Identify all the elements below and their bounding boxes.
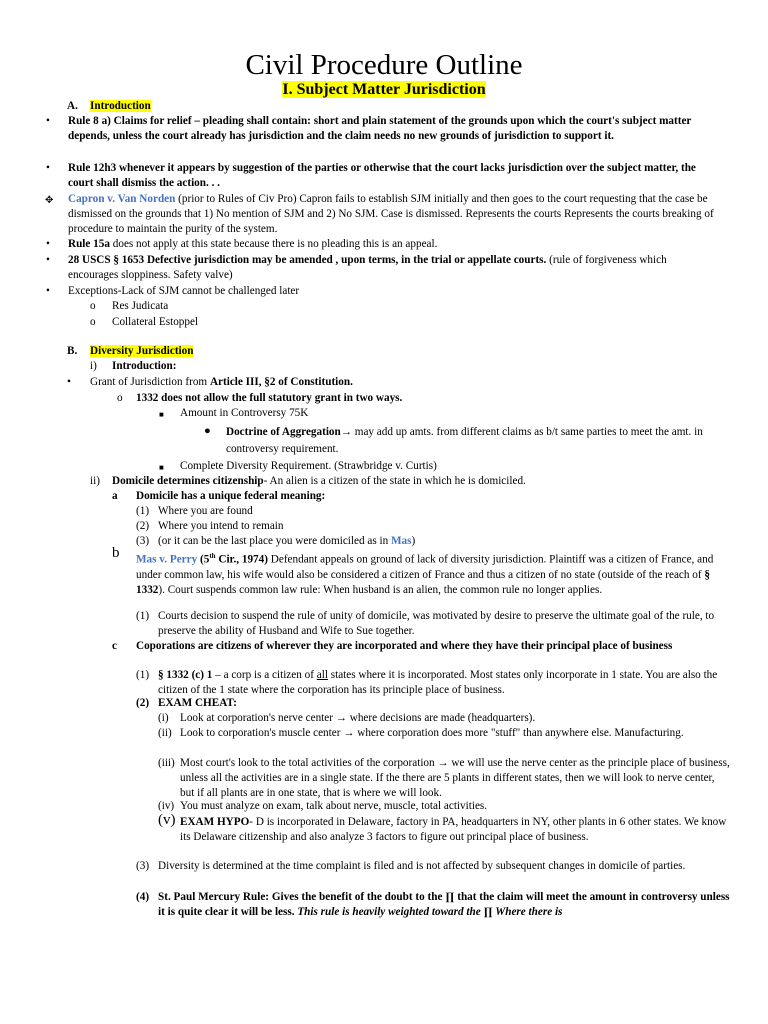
bullet-icon: • bbox=[46, 238, 50, 250]
item-number: (2) bbox=[136, 520, 150, 532]
circle-bullet-icon: o bbox=[90, 300, 96, 312]
capron-case-name: Capron v. Van Norden bbox=[68, 193, 176, 205]
item-number: (1) bbox=[136, 505, 150, 517]
domicile-citizenship-text: Domicile determines citizenship- An alien is a citizen of the state in which he is domiciled. bbox=[112, 475, 526, 487]
section-heading-text: I. Subject Matter Jurisdiction bbox=[282, 81, 486, 98]
bullet-icon: • bbox=[46, 115, 50, 127]
amount-in-controversy-text: Amount in Controversy 75K bbox=[180, 407, 309, 419]
diversity-introduction-label: Introduction: bbox=[112, 360, 177, 372]
section-1332-text: 1332 does not allow the full statutory grant in two ways. bbox=[136, 392, 403, 404]
item-number: (1) bbox=[136, 669, 150, 681]
res-judicata-text: Res Judicata bbox=[112, 300, 169, 312]
mas-v-perry-text: Mas v. Perry (5th Cir., 1974) Defendant appeals on ground of lack of diversity jurisdiction. Plaintiff was a citizen of France, and under common law, his wife would also be considered a citizen of France and thus a citizen of no state (outside of the reach of § 1332). Court suspends common law rule: When husband is an alien, the common rule no longer applies. bbox=[136, 552, 714, 596]
outline-marker-c-lower: c bbox=[112, 640, 117, 652]
last-domicile-text: (or it can be the last place you were domiciled as in Mas) bbox=[158, 535, 416, 547]
circle-bullet-icon: o bbox=[90, 316, 96, 328]
muscle-center-text: Look to corporation's muscle center → where corporation does more "stuff" than anywhere else. Manufacturing. bbox=[180, 727, 684, 739]
square-bullet-icon: ■ bbox=[159, 410, 164, 419]
grant-of-jurisdiction-text: Grant of Jurisdiction from Article III, §2 of Constitution. bbox=[90, 376, 353, 388]
square-bullet-icon: ■ bbox=[159, 463, 164, 472]
bullet-icon: • bbox=[46, 254, 50, 266]
st-paul-mercury-rule-text: St. Paul Mercury Rule: Gives the benefit of the doubt to the ∏ that the claim will meet the amount in controversy unless it is quite clear it will be less. This rule is heavily weighted toward the ∏ Where there is bbox=[158, 891, 730, 918]
item-number: (3) bbox=[136, 535, 150, 547]
rule-15a-text: Rule 15a does not apply at this state because there is no pleading this is an appeal. bbox=[68, 238, 438, 250]
item-number: (4) bbox=[136, 891, 150, 903]
exceptions-text: Exceptions-Lack of SJM cannot be challenged later bbox=[68, 285, 300, 297]
heading-diversity-jurisdiction: Diversity Jurisdiction bbox=[90, 345, 194, 357]
doctrine-of-aggregation-text: Doctrine of Aggregation→ may add up amts. from different claims as b/t same parties to meet the amt. in controversy requirement. bbox=[226, 426, 703, 455]
intend-to-remain-text: Where you intend to remain bbox=[158, 520, 284, 532]
circle-bullet-icon: o bbox=[117, 392, 123, 404]
diversity-time-text: Diversity is determined at the time complaint is filed and is not affected by subsequent changes in domicile of parties. bbox=[158, 860, 686, 872]
complete-diversity-text: Complete Diversity Requirement. (Strawbridge v. Curtis) bbox=[180, 460, 437, 472]
outline-marker-i: i) bbox=[90, 360, 97, 372]
uscs-1653-text: 28 USCS § 1653 Defective jurisdiction may be amended , upon terms, in the trial or appellate courts. (rule of forgiveness which encourages sloppiness. Safety valve) bbox=[68, 254, 667, 281]
item-number: (2) bbox=[136, 697, 150, 709]
roman-numeral: (i) bbox=[158, 712, 169, 724]
document-title: Civil Procedure Outline bbox=[245, 49, 523, 81]
roman-numeral: (iv) bbox=[158, 800, 175, 812]
exam-cheat-label: EXAM CHEAT: bbox=[158, 697, 237, 709]
outline-marker-a-lower: a bbox=[112, 490, 118, 502]
diamond-bullet-icon: ✥ bbox=[45, 195, 54, 206]
outline-marker-ii: ii) bbox=[90, 475, 100, 487]
corporations-citizenship-text: Coporations are citizens of wherever they are incorporated and where they have their principal place of business bbox=[136, 640, 673, 652]
roman-numeral: (iii) bbox=[158, 757, 175, 769]
bullet-icon: • bbox=[46, 162, 50, 174]
domicile-federal-meaning-text: Domicile has a unique federal meaning: bbox=[136, 490, 326, 502]
bullet-icon: • bbox=[46, 285, 50, 297]
outline-marker-a: A. bbox=[67, 100, 78, 112]
bullet-icon: ● bbox=[204, 425, 211, 437]
unity-of-domicile-text: Courts decision to suspend the rule of unity of domicile, was motivated by desire to preserve the ultimate goal of the rule, to preserve the ability of Husband and Wife to Sue together. bbox=[158, 610, 715, 637]
section-heading-subject-matter-jurisdiction bbox=[0, 80, 768, 100]
roman-numeral: (v) bbox=[158, 812, 176, 828]
nerve-center-text: Look at corporation's nerve center → where decisions are made (headquarters). bbox=[180, 712, 536, 724]
analyze-on-exam-text: You must analyze on exam, talk about nerve, muscle, total activities. bbox=[180, 800, 488, 812]
outline-marker-b-lower: b bbox=[112, 545, 120, 561]
item-number: (3) bbox=[136, 860, 150, 872]
section-1332-c-text: § 1332 (c) 1 – a corp is a citizen of all states where it is incorporated. Most states only incorporate in 1 state. You are also the citizen of the 1 state where the corporation has its principle place of business. bbox=[158, 669, 718, 696]
collateral-estoppel-text: Collateral Estoppel bbox=[112, 316, 199, 328]
outline-marker-b: B. bbox=[67, 345, 78, 357]
exam-hypo-text: EXAM HYPO- D is incorporated in Delaware, factory in PA, headquarters in NY, other plants in 6 other states. We know its Delaware citizenship and also analyze 3 factors to figure out principal place of business. bbox=[180, 816, 727, 843]
rule-12h3-text: Rule 12h3 whenever it appears by suggestion of the parties or otherwise that the court lacks jurisdiction over the subject matter, the court shall dismiss the action. . . bbox=[68, 162, 696, 189]
capron-case-text: Capron v. Van Norden (prior to Rules of Civ Pro) Capron fails to establish SJM initially and then goes to the court requesting that the case be dismissed on the grounds that 1) No mention of SJM and 2) No SJM. Case is dismissed. Represents the courts Represents the courts breaking of procedure to maintain the purity of the system. bbox=[68, 193, 714, 235]
rule-8-text: Rule 8 a) Claims for relief – pleading shall contain: short and plain statement of the grounds upon which the court's subject matter depends, unless the court already has jurisdiction and the claim needs no new grounds of jurisdiction to support it. bbox=[68, 115, 692, 142]
roman-numeral: (ii) bbox=[158, 727, 172, 739]
item-number: (1) bbox=[136, 610, 150, 622]
where-found-text: Where you are found bbox=[158, 505, 253, 517]
bullet-icon: • bbox=[67, 376, 71, 388]
heading-introduction: Introduction bbox=[90, 100, 151, 112]
total-activities-text: Most court's look to the total activities of the corporation → we will use the nerve center as the principle place of business, unless all the activities are in a single state. If the there are 5 plants in different states, then we will look to nerve center, but if all plants are in one state, that is where we will look. bbox=[180, 757, 730, 799]
